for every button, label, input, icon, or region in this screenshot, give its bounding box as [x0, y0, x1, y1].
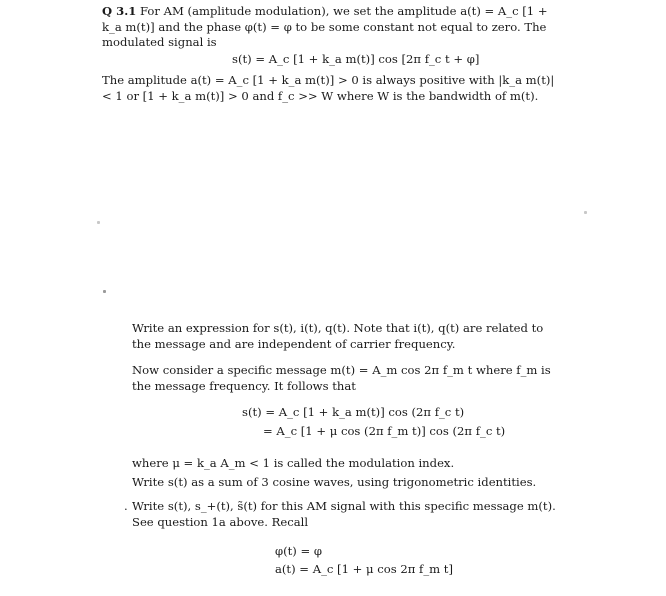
scan-mark	[584, 211, 587, 214]
task-specific-message: Now consider a specific message m(t) = A_m cos 2π f_m t where f_m is the message frequency. It follows that	[132, 363, 551, 393]
scan-mark	[97, 221, 100, 224]
task-expressions: Write an expression for s(t), i(t), q(t). Note that i(t), q(t) are related to the message and are independent of carrier frequency.	[132, 321, 544, 351]
equation-line-2: = A_c [1 + μ cos (2π f_m t)] cos (2π f_c t)	[263, 424, 506, 438]
modulation-index-note: where μ = k_a A_m < 1 is called the modulation index.	[132, 456, 455, 470]
recall-phase: φ(t) = φ	[275, 544, 323, 558]
cosine-sum-note: Write s(t) as a sum of 3 cosine waves, using trigonometric identities.	[132, 475, 537, 489]
question-intro	[102, 4, 564, 51]
bullet-dot: .	[124, 499, 128, 513]
scan-mark	[103, 290, 106, 293]
equation-line-1: s(t) = A_c [1 + k_a m(t)] cos (2π f_c t)	[242, 405, 465, 419]
amplitude-note: The amplitude a(t) = A_c [1 + k_a m(t)] > 0 is always positive with |k_a m(t)| < 1 or [1 + k_a m(t)] > 0 and f_c >> W where W is the bandwidth of m(t).	[102, 73, 555, 103]
question-intro-text: For AM (amplitude modulation), we set the amplitude a(t) = A_c [1 + k_a m(t)] and the phase φ(t) = φ to be some constant not equal to zero. The modulated signal is	[102, 4, 548, 49]
signal-equation: s(t) = A_c [1 + k_a m(t)] cos [2π f_c t + φ]	[232, 52, 480, 66]
question-number: Q 3.1	[102, 4, 137, 18]
recall-amplitude: a(t) = A_c [1 + μ cos 2π f_m t]	[275, 562, 453, 576]
task-am-signal: Write s(t), s_+(t), s̃(t) for this AM signal with this specific message m(t). See question 1a above. Recall	[132, 499, 556, 529]
